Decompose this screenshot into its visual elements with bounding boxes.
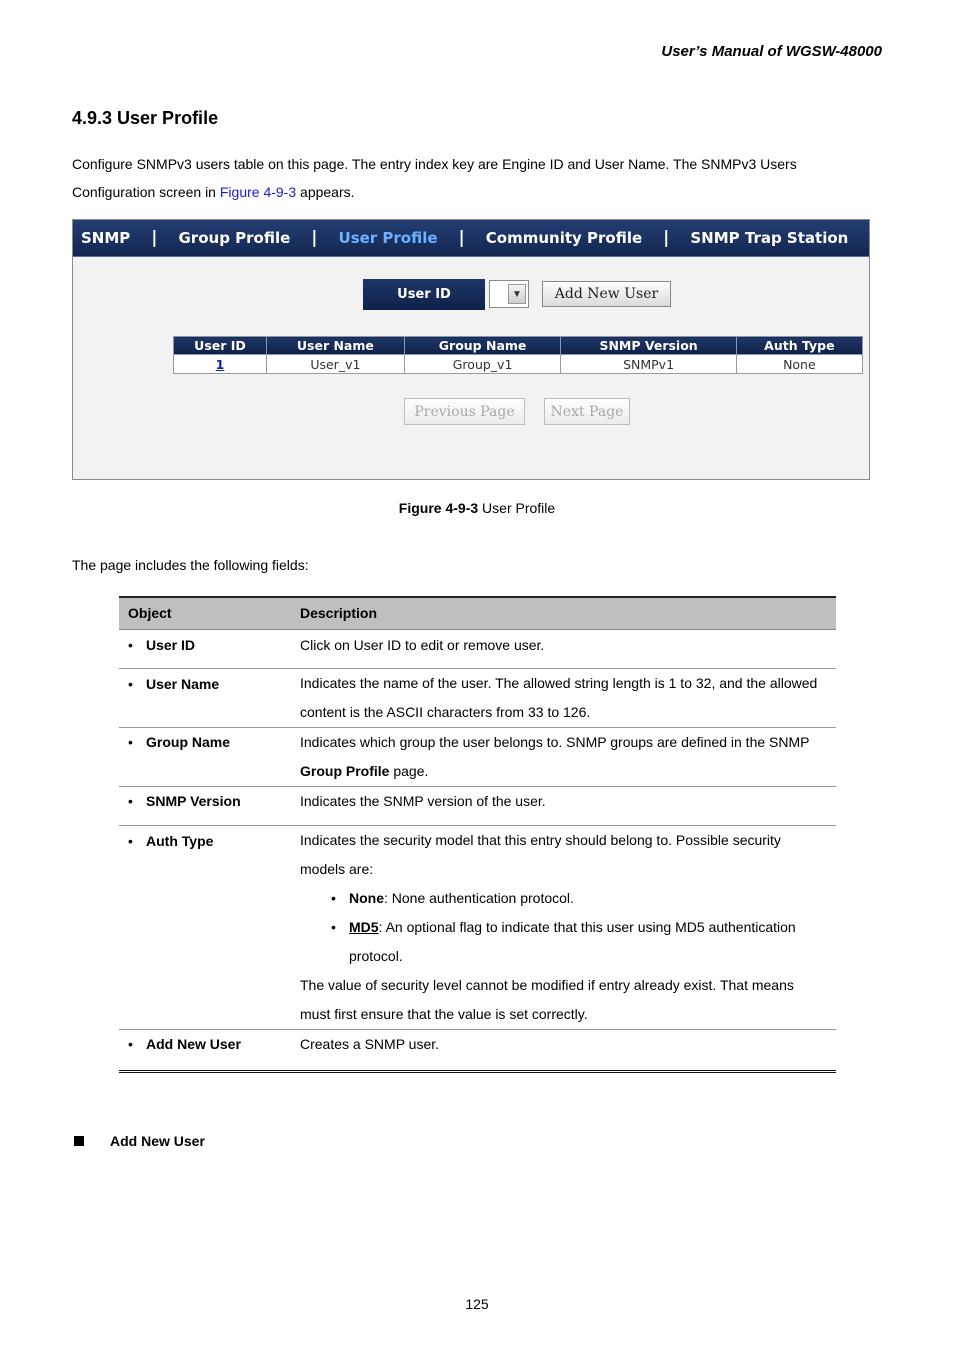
bullet: • [128, 636, 133, 653]
tab-snmp-trap-station[interactable]: SNMP Trap Station [690, 229, 849, 247]
bullet: • [128, 832, 133, 849]
intro-line-2 [72, 178, 872, 206]
description-line: Indicates the security model that this entry should belong to. Possible security [300, 831, 781, 848]
field-name [119, 786, 289, 825]
table-row [119, 668, 836, 727]
intro-suffix: appears. [296, 184, 355, 200]
description-line: Indicates the name of the user. The allowed string length is 1 to 32, and the allowed [300, 674, 818, 691]
description-column-header: Description [289, 597, 836, 629]
bullet: • [128, 675, 133, 692]
tab-user-profile[interactable]: User Profile [338, 229, 438, 247]
option-name: None [349, 889, 384, 906]
field-description [289, 727, 836, 786]
cell-user-name: User_v1 [266, 355, 404, 374]
field-name [119, 629, 289, 668]
col-snmp-version: SNMP Version [561, 337, 736, 355]
list-item [329, 913, 832, 971]
group-profile-ref: Group Profile [300, 762, 390, 779]
intro-paragraph [72, 150, 872, 206]
subsection-title: Add New User [110, 1133, 205, 1149]
table-row [119, 825, 836, 1029]
object-column-header: Object [119, 597, 289, 629]
figure-link[interactable]: Figure 4-9-3 [219, 184, 297, 200]
option-desc: : None authentication protocol. [384, 889, 574, 906]
tab-separator: | [458, 228, 465, 248]
figure-caption [0, 500, 954, 516]
intro-prefix: Configuration screen in [72, 184, 220, 200]
tab-snmp[interactable]: SNMP [81, 229, 131, 247]
cell-group-name: Group_v1 [404, 355, 561, 374]
option-desc: : An optional flag to indicate that this user using MD5 authentication [378, 918, 796, 935]
field-label: User Name [146, 675, 220, 692]
description-line: The value of security level cannot be modified if entry already exist. That means [300, 976, 794, 993]
tab-separator: | [311, 228, 318, 248]
field-description [289, 825, 836, 1029]
tab-separator: | [663, 228, 670, 248]
bullet: • [128, 792, 133, 809]
field-label: Group Name [146, 733, 231, 750]
user-id-label: User ID [363, 279, 485, 310]
table-row [119, 786, 836, 825]
table-row [119, 1029, 836, 1071]
user-id-select[interactable] [489, 280, 529, 308]
description-line: content is the ASCII characters from 33 to 126. [300, 703, 591, 720]
users-table-header [174, 337, 863, 355]
auth-options-list [329, 884, 832, 971]
description-line: models are: [300, 860, 374, 877]
list-item [329, 884, 832, 913]
user-id-link[interactable]: 1 [215, 356, 225, 372]
previous-page-button[interactable]: Previous Page [404, 398, 525, 425]
field-description: Indicates the SNMP version of the user. [289, 786, 836, 825]
cell-user-id [174, 355, 267, 374]
fields-lead-text: The page includes the following fields: [72, 557, 309, 573]
field-label: Add New User [146, 1035, 241, 1052]
col-user-name: User Name [266, 337, 404, 355]
tab-community-profile[interactable]: Community Profile [485, 229, 643, 247]
field-description [289, 668, 836, 727]
fields-table [119, 596, 836, 1073]
intro-line-1: Configure SNMPv3 users table on this page. The entry index key are Engine ID and User Name. The SNMPv3 Users [72, 156, 797, 172]
next-page-button[interactable]: Next Page [544, 398, 630, 425]
description-line: must first ensure that the value is set correctly. [300, 1005, 588, 1022]
field-label: User ID [146, 636, 196, 653]
section-title: 4.9.3 User Profile [72, 108, 219, 128]
field-description: Click on User ID to edit or remove user. [289, 629, 836, 668]
user-profile-screenshot [72, 219, 870, 480]
caption-label: Figure 4-9-3 [398, 500, 479, 516]
col-auth-type: Auth Type [736, 337, 862, 355]
option-name: MD5 [349, 918, 379, 935]
col-group-name: Group Name [404, 337, 561, 355]
tab-separator: | [151, 228, 158, 248]
fields-table-header [119, 597, 836, 629]
col-user-id: User ID [174, 337, 267, 355]
field-name [119, 825, 289, 1029]
square-bullet-icon [74, 1136, 84, 1146]
field-name [119, 668, 289, 727]
users-table [173, 336, 863, 374]
description-line: Indicates which group the user belongs to. SNMP groups are defined in the SNMP [300, 733, 810, 750]
table-row [119, 629, 836, 668]
tab-group-profile[interactable]: Group Profile [178, 229, 291, 247]
caption-text: User Profile [478, 500, 556, 516]
cell-snmp-version: SNMPv1 [561, 355, 736, 374]
description-line [300, 757, 832, 786]
chevron-down-icon[interactable]: ▼ [508, 284, 526, 304]
field-label: SNMP Version [146, 792, 241, 809]
table-row [174, 355, 863, 374]
field-label: Auth Type [146, 832, 214, 849]
bullet: • [128, 733, 133, 750]
field-name [119, 1029, 289, 1071]
page-number: 125 [465, 1296, 489, 1312]
subsection-heading [74, 1133, 205, 1149]
add-new-user-button[interactable]: Add New User [542, 281, 671, 307]
field-name [119, 727, 289, 786]
manual-header: User’s Manual of WGSW-48000 [661, 43, 882, 60]
description-rest: page. [389, 762, 429, 779]
option-desc-cont: protocol. [349, 947, 403, 964]
snmp-tab-bar [73, 220, 869, 257]
cell-auth-type: None [736, 355, 862, 374]
bullet: • [128, 1035, 133, 1052]
table-row [119, 727, 836, 786]
field-description: Creates a SNMP user. [289, 1029, 836, 1071]
